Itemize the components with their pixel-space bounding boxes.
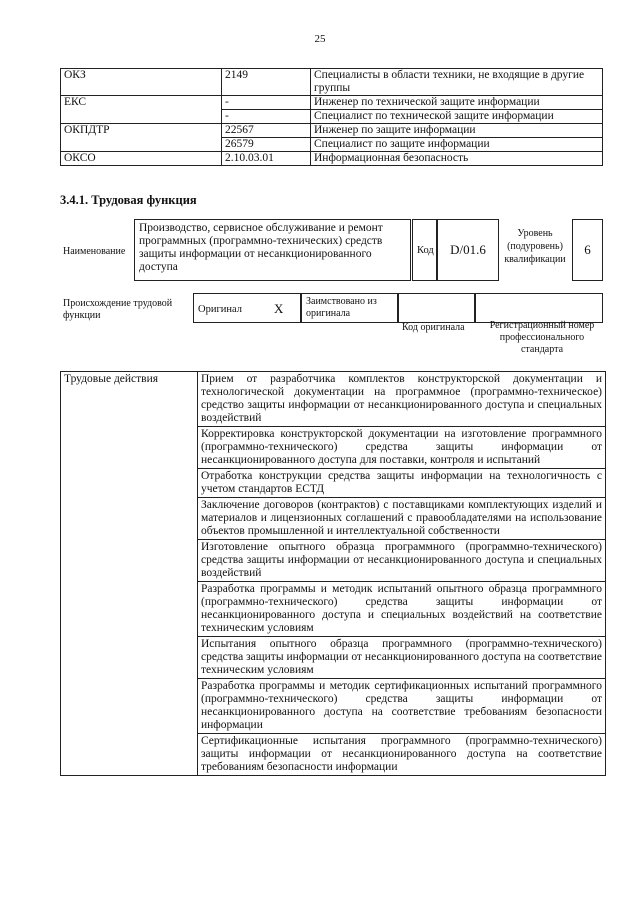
- classifier-name: Инженер по защите информации: [311, 124, 603, 138]
- function-code: D/01.6: [450, 242, 486, 257]
- code-original-cell: [398, 293, 475, 323]
- borrowed-cell: [301, 293, 398, 323]
- classifier-name: Специалисты в области техники, не входящие в другие группы: [311, 69, 603, 96]
- code-label-cell: [412, 219, 437, 281]
- classifier-value: 2.10.03.01: [222, 152, 311, 166]
- reg-number-cell: [475, 293, 603, 323]
- classifier-value: 26579: [222, 138, 311, 152]
- labor-actions-label: Трудовые действия: [61, 372, 198, 776]
- classifier-value: -: [222, 96, 311, 110]
- code-cell: [437, 219, 499, 281]
- original-label: Оригинал: [198, 304, 242, 315]
- borrowed-label: Заимствовано из оригинала: [306, 296, 377, 319]
- reg-number-label: Регистрационный номер профессионального стандарта: [489, 320, 595, 355]
- function-name: Производство, сервисное обслуживание и ремонт программных (программно-технических) средств защиты информации от несанкционированного доступа: [134, 219, 411, 281]
- classifier-name: Информационная безопасность: [311, 152, 603, 166]
- original-cell: [193, 293, 301, 323]
- classifier-code: ОКЗ: [61, 69, 222, 96]
- classifier-code: ЕКС: [61, 96, 222, 124]
- table-row: [61, 124, 603, 138]
- classifier-value: 2149: [222, 69, 311, 96]
- table-row: [61, 96, 603, 110]
- table-row: [61, 69, 603, 96]
- page-number: 25: [314, 33, 326, 45]
- qualification-level: 6: [584, 242, 591, 257]
- classifier-code: ОКПДТР: [61, 124, 222, 152]
- labor-action: Отработка конструкции средства защиты информации на технологичность с учетом стандартов ЕСТД: [198, 469, 606, 498]
- table-row: [61, 152, 603, 166]
- original-mark: X: [274, 301, 284, 316]
- code-label: Код: [417, 245, 434, 256]
- labor-action: Прием от разработчика комплектов конструкторской документации и технологической документации на программное (программно-техническое) средство защиты информации от несанкционированного доступа и специальных воздействий: [198, 372, 606, 427]
- classifier-name: Инженер по технической защите информации: [311, 96, 603, 110]
- classifier-name: Специалист по защите информации: [311, 138, 603, 152]
- section-title: 3.4.1. Трудовая функция: [60, 193, 197, 207]
- table-row: [61, 372, 606, 427]
- labor-actions-table: [60, 371, 606, 776]
- origin-label: Происхождение трудовой функции: [63, 298, 173, 321]
- classifier-value: -: [222, 110, 311, 124]
- labor-action: Разработка программы и методик испытаний опытного образца программного (программно-технического) средства защиты информации от несанкционированного доступа и специальных воздействий на соответствие техническим условиям: [198, 582, 606, 637]
- name-label: Наименование: [63, 246, 126, 257]
- classifier-name: Специалист по технической защите информации: [311, 110, 603, 124]
- level-label: Уровень (подуровень) квалификации: [504, 228, 566, 265]
- labor-action: Разработка программы и методик сертификационных испытаний программного (программно-технического) средства защиты информации от несанкционированного доступа на соответствие требованиям безопасности информации: [198, 679, 606, 734]
- classifier-code: ОКСО: [61, 152, 222, 166]
- code-original-label: Код оригинала: [402, 322, 465, 333]
- labor-action: Изготовление опытного образца программного (программно-технического) средства защиты информации от несанкционированного доступа и специальных воздействий: [198, 540, 606, 582]
- classifier-table: [60, 68, 603, 166]
- classifier-value: 22567: [222, 124, 311, 138]
- labor-action: Корректировка конструкторской документации на изготовление программного (программно-технического) средства защиты информации от несанкционированного доступа для поставки, контроля и испытаний: [198, 427, 606, 469]
- level-cell: [572, 219, 603, 281]
- labor-action: Испытания опытного образца программного (программно-технического) средства защиты информации от несанкционированного доступа на соответствие техническим условиям: [198, 637, 606, 679]
- labor-action: Заключение договоров (контрактов) с поставщиками комплектующих изделий и материалов и лицензионных соглашений с правообладателями на использование объектов промышленной и интеллектуальной собственности: [198, 498, 606, 540]
- labor-action: Сертификационные испытания программного (программно-технического) защиты информации от несанкционированного доступа на соответствие требованиям безопасности информации: [198, 734, 606, 776]
